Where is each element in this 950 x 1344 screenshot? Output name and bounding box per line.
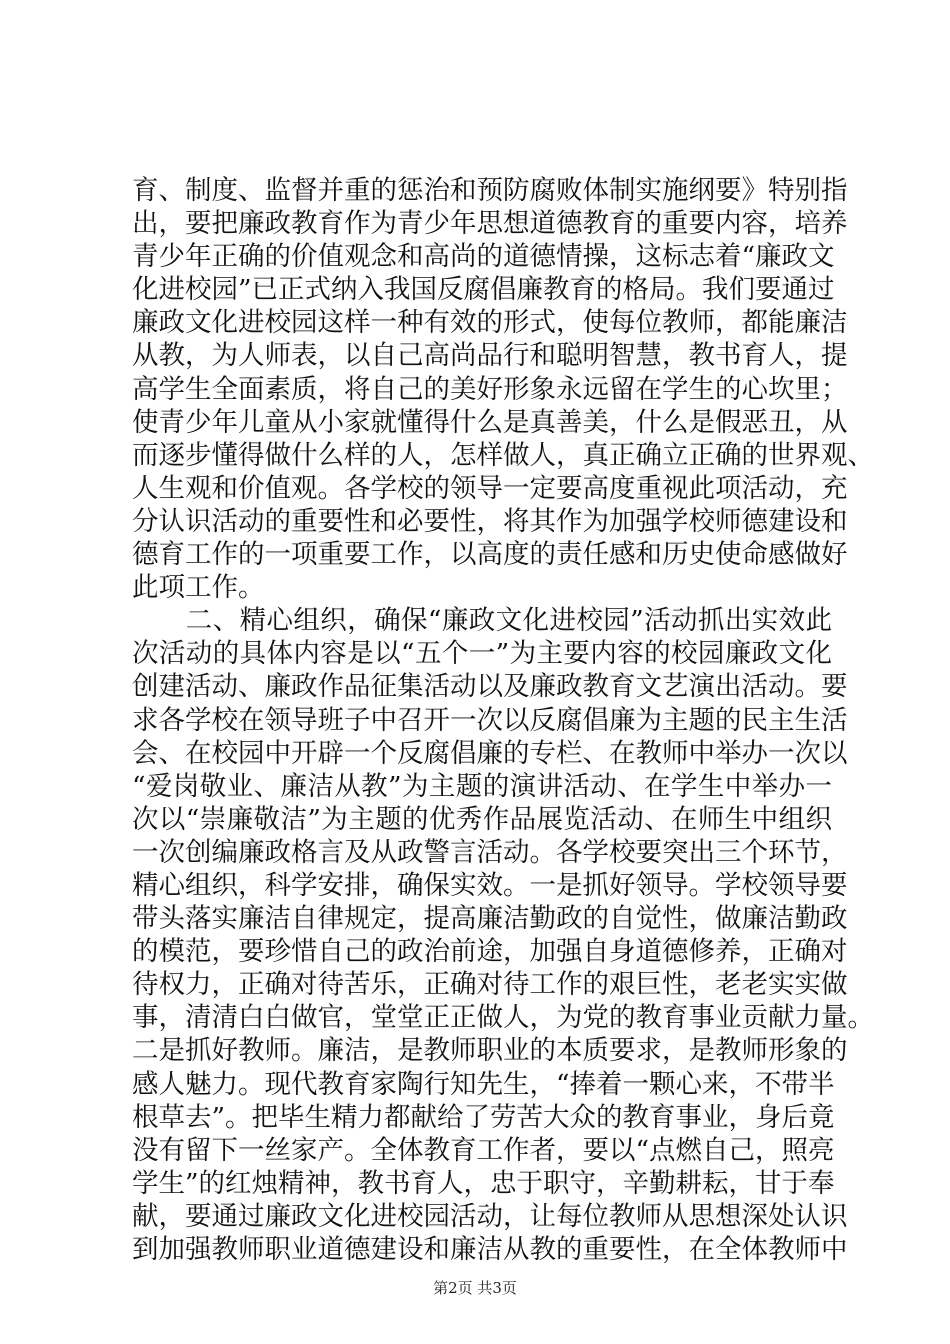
page-number-footer: 第2页 共3页: [433, 1279, 517, 1297]
document-body: [132, 174, 874, 1266]
text-line: 廉政文化进校园这样一种有效的形式，使每位教师，都能廉洁: [132, 307, 848, 339]
text-line: 使青少年儿童从小家就懂得什么是真善美，什么是假恶丑，从: [132, 406, 848, 438]
text-line: 出，要把廉政教育作为青少年思想道德教育的重要内容，培养: [132, 208, 848, 240]
paragraph-end-line: 此项工作。: [132, 572, 265, 604]
text-line: 待权力，正确对待苦乐，正确对待工作的艰巨性，老老实实做: [132, 969, 848, 1001]
text-line: 没有留下一丝家产。全体教育工作者，要以“点燃自己，照亮: [132, 1134, 835, 1166]
text-line: 高学生全面素质，将自己的美好形象永远留在学生的心坎里；: [132, 373, 848, 405]
text-line: 的模范，要珍惜自己的政治前途，加强自身道德修养，正确对: [132, 936, 848, 968]
text-line: 带头落实廉洁自律规定，提高廉洁勤政的自觉性，做廉洁勤政: [132, 903, 848, 935]
text-line: 到加强教师职业道德建设和廉洁从教的重要性，在全体教师中: [132, 1234, 848, 1265]
section-heading-line: 二、精心组织，确保“廉政文化进校园”活动抓出实效此: [132, 605, 832, 637]
text-line: 事，清清白白做官，堂堂正正做人，为党的教育事业贡献力量。: [132, 1002, 874, 1034]
text-line: 创建活动、廉政作品征集活动以及廉政教育文艺演出活动。要: [132, 671, 848, 703]
text-line: 二是抓好教师。廉洁，是教师职业的本质要求，是教师形象的: [132, 1035, 848, 1067]
text-line: 求各学校在领导班子中召开一次以反腐倡廉为主题的民主生活: [132, 704, 848, 736]
text-line: 次活动的具体内容是以“五个一”为主要内容的校园廉政文化: [132, 638, 832, 670]
text-line: 献，要通过廉政文化进校园活动，让每位教师从思想深处认识: [132, 1200, 848, 1232]
text-line: 次以“崇廉敬洁”为主题的优秀作品展览活动、在师生中组织: [132, 803, 832, 835]
text-line: 青少年正确的价值观念和高尚的道德情操，这标志着“廉政文: [132, 241, 835, 273]
text-line: 而逐步懂得做什么样的人，怎样做人，真正确立正确的世界观、: [132, 439, 874, 471]
text-line: 一次创编廉政格言及从政警言活动。各学校要突出三个环节，: [132, 836, 848, 868]
text-line: 根草去”。把毕生精力都献给了劳苦大众的教育事业，身后竟: [132, 1101, 835, 1133]
text-line: 化进校园”已正式纳入我国反腐倡廉教育的格局。我们要通过: [132, 274, 835, 306]
text-line: 学生”的红烛精神，教书育人，忠于职守，辛勤耕耘，甘于奉: [132, 1167, 835, 1199]
text-line: 人生观和价值观。各学校的领导一定要高度重视此项活动，充: [132, 472, 848, 504]
text-line: 感人魅力。现代教育家陶行知先生，“捧着一颗心来，不带半: [132, 1068, 835, 1100]
text-line: “爱岗敬业、廉洁从教”为主题的演讲活动、在学生中举办一: [132, 770, 832, 802]
text-line: 育、制度、监督并重的惩治和预防腐败体制实施纲要》特别指: [132, 175, 848, 206]
text-line: 德育工作的一项重要工作，以高度的责任感和历史使命感做好: [132, 539, 848, 571]
text-line: 从教，为人师表，以自己高尚品行和聪明智慧，教书育人，提: [132, 340, 848, 372]
text-line: 精心组织，科学安排，确保实效。一是抓好领导。学校领导要: [132, 869, 848, 901]
text-line: 会、在校园中开辟一个反腐倡廉的专栏、在教师中举办一次以: [132, 737, 848, 769]
text-line: 分认识活动的重要性和必要性，将其作为加强学校师德建设和: [132, 505, 848, 537]
